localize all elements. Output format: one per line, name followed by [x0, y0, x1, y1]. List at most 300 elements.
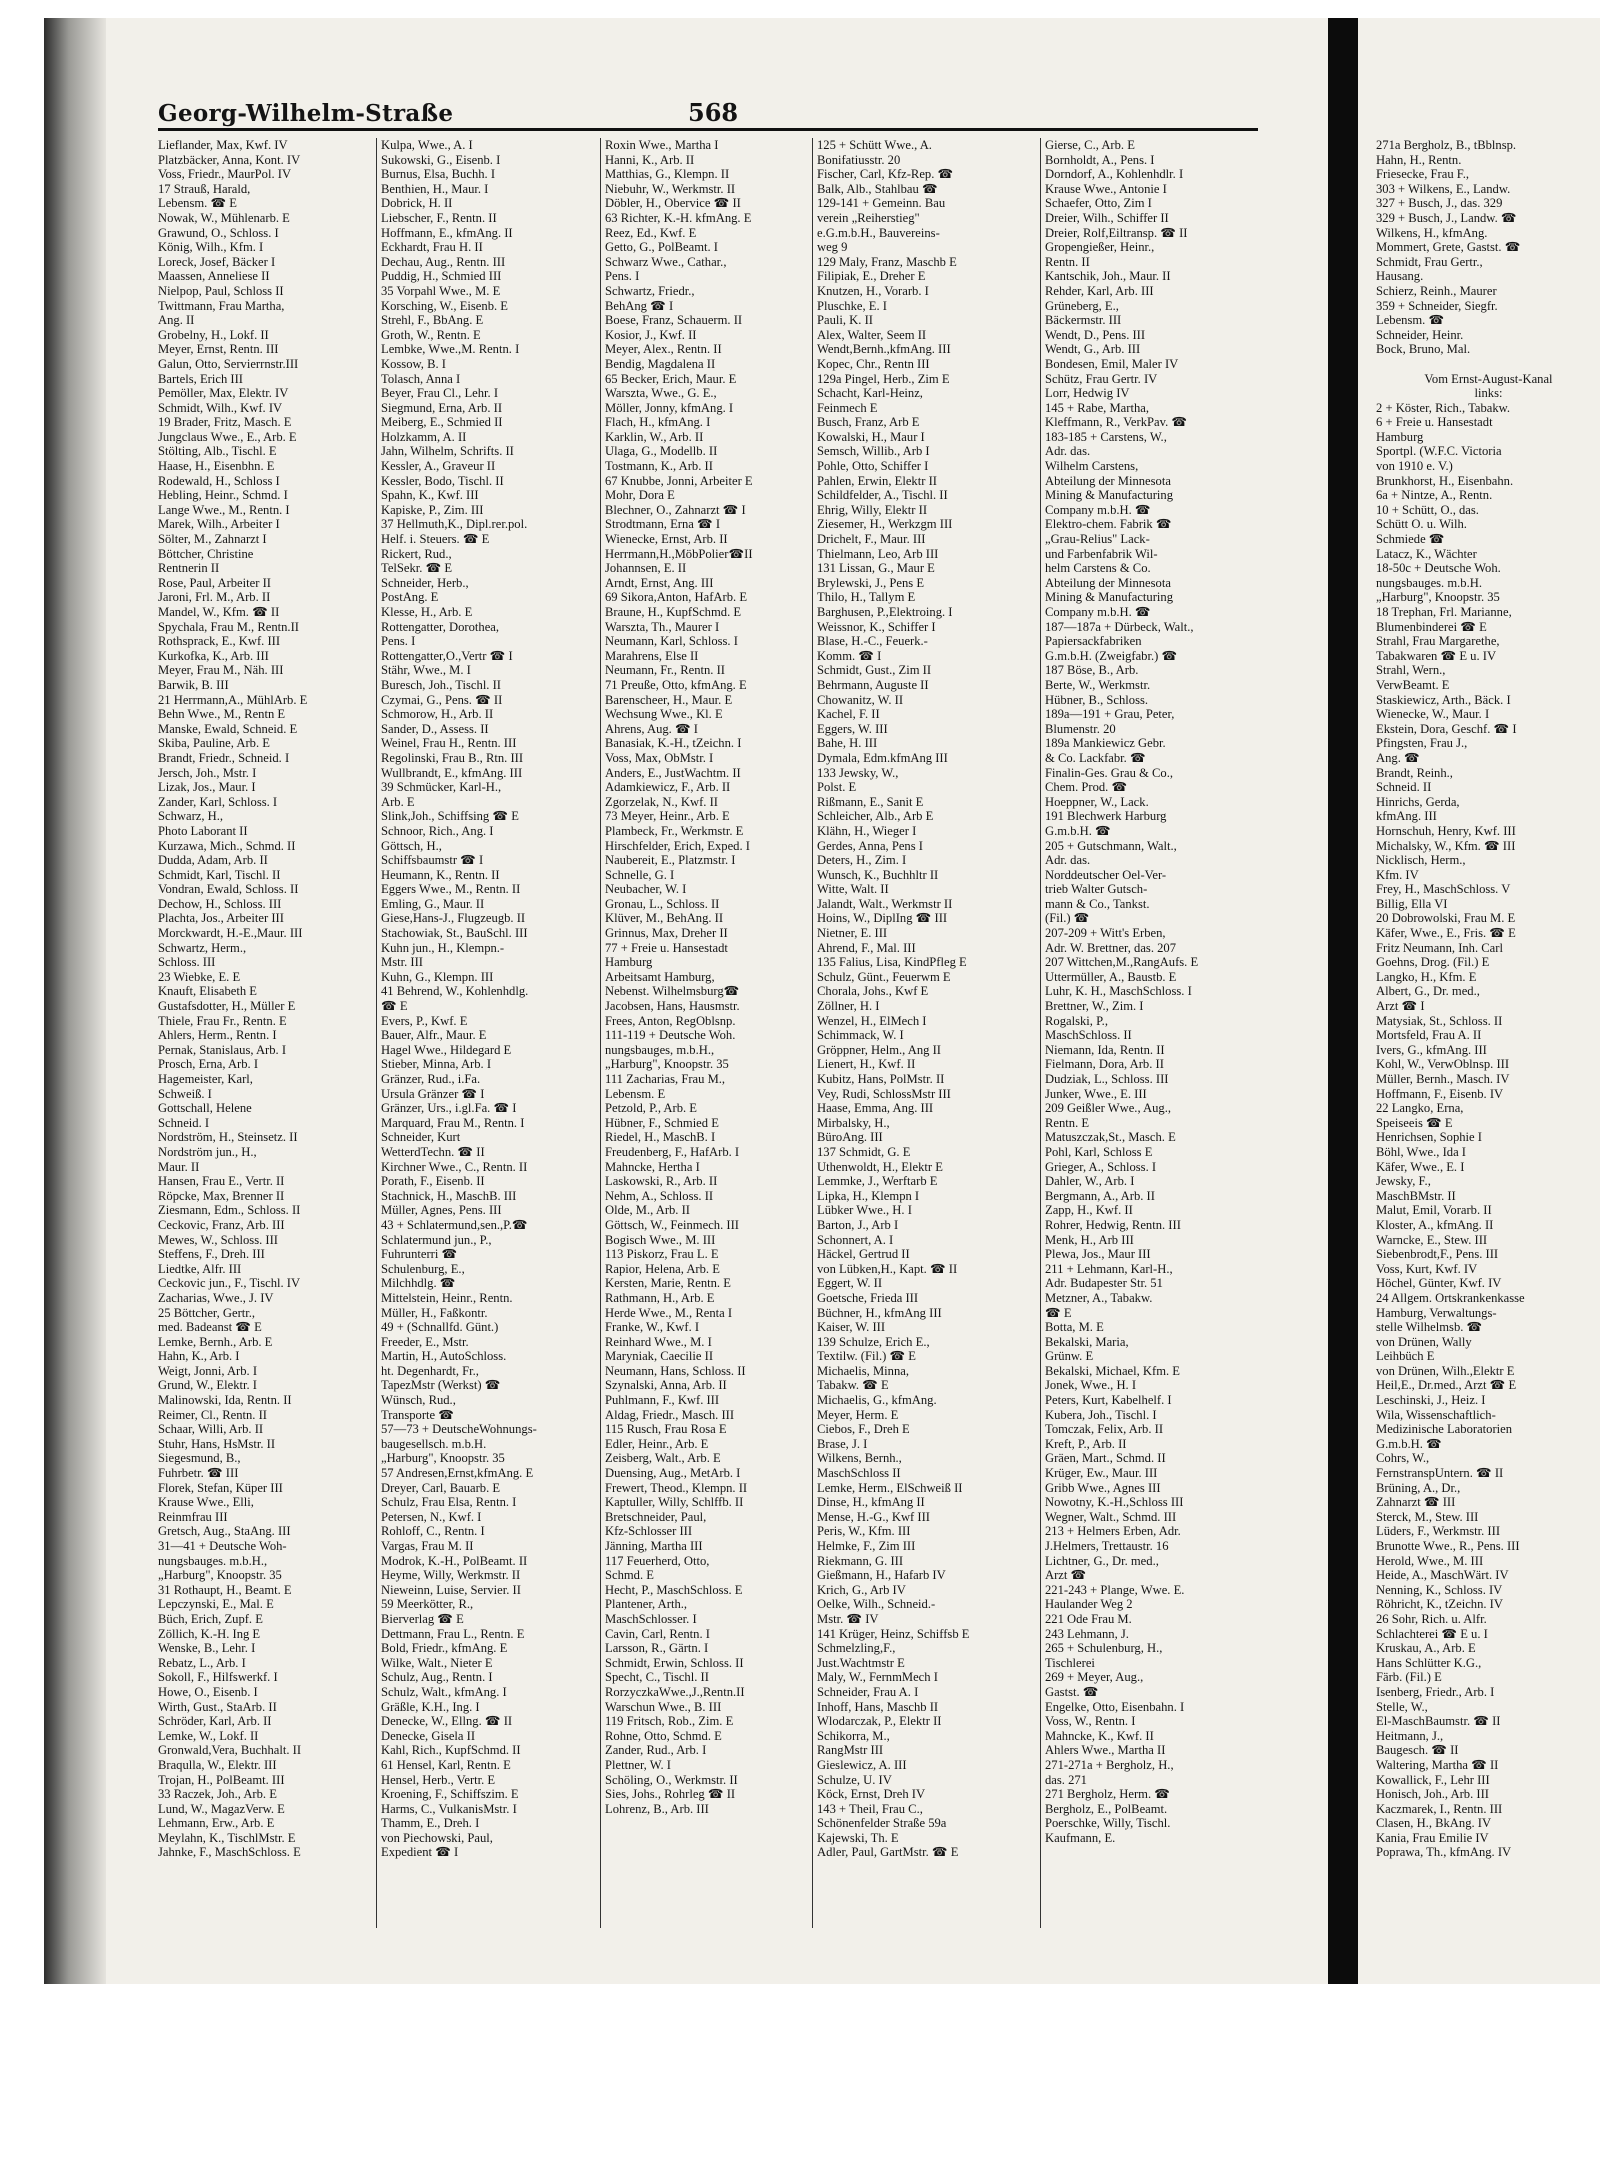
directory-entry: Twittmann, Frau Martha,	[158, 298, 285, 313]
directory-entry: Norddeutscher Oel-Ver-	[1045, 867, 1167, 882]
directory-entry: Brylewski, J., Pens E	[817, 575, 925, 590]
directory-entry: Uthenwoldt, H., Elektr E	[817, 1159, 943, 1174]
directory-entry: 207 Wittchen,M.,RangAufs. E	[1045, 955, 1199, 970]
directory-entry: Kantschik, Joh., Maur. II	[1045, 269, 1171, 284]
directory-entry: Röpcke, Max, Brenner II	[158, 1188, 285, 1203]
directory-entry: Ahrend, F., Mal. III	[817, 940, 916, 955]
directory-entry: Bondesen, Emil, Maler IV	[1045, 356, 1179, 371]
directory-entry: von Piechowski, Paul,	[381, 1830, 493, 1845]
directory-entry: Wilkens, Bernh.,	[817, 1451, 902, 1466]
directory-entry: Dymala, Edm.kfmAng III	[817, 750, 948, 765]
directory-entry: VerwBeamt. E	[1376, 677, 1450, 692]
directory-entry: Schacht, Karl-Heinz,	[817, 386, 923, 401]
directory-entry: Bergholz, E., PolBeamt.	[1045, 1801, 1168, 1816]
directory-entry: Lembke, Wwe.,M. Rentn. I	[381, 342, 520, 357]
directory-entry: Czymai, G., Pens. ☎ II	[381, 692, 503, 707]
directory-entry: Sander, D., Assess. II	[381, 721, 489, 736]
directory-entry: BüroAng. III	[817, 1130, 883, 1145]
directory-entry: Haase, H., Eisenbhn. E	[158, 459, 275, 474]
directory-entry: Denecke, Gisela II	[381, 1728, 476, 1743]
directory-entry: nungsbauges. m.b.H.,	[158, 1553, 268, 1568]
directory-entry: Kuhn jun., H., Klempn.-	[381, 940, 505, 955]
directory-entry: Gröppner, Helm., Ang II	[817, 1042, 942, 1057]
directory-entry: Pauli, K. II	[817, 313, 873, 328]
directory-entry: 129 Maly, Franz, Maschb E	[817, 254, 957, 269]
directory-entry: Hinrichs, Gerda,	[1376, 794, 1460, 809]
directory-entry: Göttsch, W., Feinmech. III	[605, 1217, 739, 1232]
directory-entry: Schiffsbaumstr ☎ I	[381, 853, 484, 868]
directory-entry: 265 + Schulenburg, H.,	[1045, 1641, 1163, 1656]
directory-entry: Strehl, F., BbAng. E	[381, 313, 484, 328]
directory-entry: Edler, Heinr., Arb. E	[605, 1436, 709, 1451]
directory-entry: Kurkofka, K., Arb. III	[158, 648, 269, 663]
directory-entry: Hübner, B., Schloss.	[1045, 692, 1149, 707]
directory-entry: Expedient ☎ I	[381, 1845, 459, 1860]
directory-entry: 131 Lissan, G., Maur E	[817, 561, 935, 576]
directory-entry: Schröder, Karl, Arb. II	[158, 1714, 272, 1729]
directory-entry: Adler, Paul, GartMstr. ☎ E	[817, 1845, 959, 1860]
directory-entry: Gastst. ☎	[1045, 1684, 1099, 1699]
directory-entry: Lizak, Jos., Maur. I	[158, 780, 256, 795]
directory-entry: Thielmann, Leo, Arb III	[817, 546, 939, 561]
directory-entry: Mahncke, K., Kwf. II	[1045, 1728, 1154, 1743]
directory-entry: Tischlerei	[1045, 1655, 1095, 1670]
directory-entry: Latacz, K., Wächter	[1376, 546, 1477, 561]
directory-entry: Modrok, K.-H., PolBeamt. II	[381, 1553, 528, 1568]
directory-entry: Schneider, Kurt	[381, 1130, 461, 1145]
directory-entry: Weinel, Frau H., Rentn. III	[381, 736, 517, 751]
directory-entry: Lorr, Hedwig IV	[1045, 386, 1130, 401]
directory-entry: Zeisberg, Walt., Arb. E	[605, 1451, 721, 1466]
directory-entry: von 1910 e. V.)	[1376, 459, 1453, 474]
directory-entry: Adr. das.	[1045, 444, 1091, 459]
directory-entry: MaschSchlosser. I	[605, 1611, 697, 1626]
directory-entry: Hirschfelder, Erich, Exped. I	[605, 838, 750, 853]
directory-entry: Rißmann, E., Sanit E	[817, 794, 924, 809]
directory-entry: Arbeitsamt Hamburg,	[605, 969, 715, 984]
directory-entry: Bierverlag ☎ E	[381, 1611, 464, 1626]
directory-entry: Nenning, K., Schloss. IV	[1376, 1582, 1503, 1597]
directory-entry: Nowotny, K.-H.,Schloss III	[1045, 1495, 1184, 1510]
directory-entry: Jahnke, F., MaschSchloss. E	[158, 1845, 301, 1860]
directory-entry: 18-50c + Deutsche Woh.	[1376, 561, 1501, 576]
directory-entry: Elektro-chem. Fabrik ☎	[1045, 517, 1172, 532]
directory-entry: Bonifatiusstr. 20	[817, 152, 901, 167]
directory-entry: 139 Schulze, Erich E.,	[817, 1334, 930, 1349]
directory-entry: Malinowski, Ida, Rentn. II	[158, 1393, 292, 1408]
directory-entry: Haulander Weg 2	[1045, 1597, 1133, 1612]
directory-entry: Morckwardt, H.-E.,Maur. III	[158, 926, 303, 941]
directory-entry: Bretschneider, Paul,	[605, 1509, 707, 1524]
directory-entry: Rathmann, H., Arb. E	[605, 1290, 715, 1305]
directory-entry: MaschSchloss II	[817, 1466, 901, 1481]
directory-entry: Adr. W. Brettner, das. 207	[1045, 940, 1177, 955]
directory-entry: Schneid. II	[1376, 780, 1432, 795]
directory-entry: Dettmann, Frau L., Rentn. E	[381, 1626, 525, 1641]
directory-entry: Nordström jun., H.,	[158, 1144, 257, 1159]
directory-entry: Riedel, H., MaschB. I	[605, 1130, 716, 1145]
directory-entry: MaschSchloss. II	[1045, 1028, 1132, 1043]
directory-entry: Stölting, Alb., Tischl. E	[158, 444, 277, 459]
directory-entry: Albert, G., Dr. med.,	[1376, 984, 1480, 999]
directory-entry: König, Wilh., Kfm. I	[158, 240, 264, 255]
directory-entry: Eggert, W. II	[817, 1276, 883, 1291]
directory-entry: Arndt, Ernst, Ang. III	[605, 575, 714, 590]
directory-entry: Brandt, Friedr., Schneid. I	[158, 750, 290, 765]
directory-entry: Warncke, E., Stew. III	[1376, 1232, 1488, 1247]
directory-entry: Gropengießer, Heinr.,	[1045, 240, 1155, 255]
directory-entry: Schulz, Aug., Rentn. I	[381, 1670, 493, 1685]
directory-entry: 43 + Schlatermund,sen.,P.☎	[381, 1217, 528, 1232]
directory-entry: Wendt, G., Arb. III	[1045, 342, 1141, 357]
directory-entry: Fritz Neumann, Inh. Carl	[1376, 940, 1503, 955]
directory-entry: Brunotte Wwe., R., Pens. III	[1376, 1539, 1520, 1553]
directory-entry: J.Helmers, Trettaustr. 16	[1045, 1539, 1169, 1553]
directory-entry: Müller, H., Faßkontr.	[381, 1305, 488, 1320]
directory-entry: Lebensm. E	[605, 1086, 666, 1101]
directory-entry: Meiberg, E., Schmied II	[381, 415, 503, 430]
directory-entry: 111 Zacharias, Frau M.,	[605, 1072, 726, 1086]
directory-entry: Slink,Joh., Schiffsing ☎ E	[381, 809, 519, 824]
directory-entry: Frees, Anton, RegOblsnp.	[605, 1013, 736, 1028]
directory-entry: Reez, Ed., Kwf. E	[605, 225, 697, 240]
directory-entry: Jahn, Wilhelm, Schrifts. II	[381, 444, 514, 459]
directory-entry: Specht, C., Tischl. II	[605, 1670, 709, 1685]
directory-entry: 117 Feuerherd, Otto,	[605, 1553, 710, 1568]
directory-entry: Knutzen, H., Vorarb. I	[817, 283, 929, 298]
directory-entry: Schulze, U. IV	[817, 1772, 892, 1787]
directory-entry: Schulz, Frau Elsa, Rentn. I	[381, 1495, 517, 1510]
directory-entry: Ahrens, Aug. ☎ I	[605, 721, 698, 736]
directory-entry: Büchner, H., kfmAng III	[817, 1305, 942, 1320]
directory-entry: Bauer, Alfr., Maur. E	[381, 1028, 487, 1043]
directory-entry: Dobrick, H. II	[381, 196, 453, 211]
directory-entry: 329 + Busch, J., Landw. ☎	[1376, 210, 1517, 225]
directory-entry: Petersen, N., Kwf. I	[381, 1509, 482, 1524]
directory-entry: Heumann, K., Rentn. II	[381, 867, 500, 882]
directory-entry: Frewert, Theod., Klempn. II	[605, 1480, 748, 1495]
directory-column-2	[381, 138, 601, 1860]
directory-entry: Krause Wwe., Antonie I	[1045, 181, 1167, 196]
directory-entry: Vondran, Ewald, Schloss. II	[158, 882, 299, 897]
directory-entry: Schmidt, Erwin, Schloss. II	[605, 1655, 744, 1670]
directory-entry: Milchhdlg. ☎	[381, 1276, 456, 1291]
directory-entry: Puhlmann, F., Kwf. III	[605, 1393, 720, 1408]
directory-entry: Lienert, H., Kwf. II	[817, 1057, 916, 1072]
directory-entry: Medizinische Laboratorien	[1376, 1422, 1513, 1437]
directory-entry: Larsson, R., Gärtn. I	[605, 1641, 709, 1656]
directory-entry: Inhoff, Hans, Maschb II	[817, 1699, 939, 1714]
directory-entry: Mortsfeld, Frau A. II	[1376, 1028, 1482, 1043]
directory-entry: Isenberg, Friedr., Arb. I	[1376, 1684, 1495, 1699]
directory-entry: e.G.m.b.H., Bauvereins-	[817, 225, 940, 240]
directory-column-3	[605, 138, 825, 1816]
directory-entry: Leihbüch E	[1376, 1349, 1435, 1364]
directory-entry: Stachnick, H., MaschB. III	[381, 1188, 517, 1203]
directory-entry: Ehrig, Willy, Elektr II	[817, 502, 928, 517]
directory-entry: Jacobsen, Hans, Hausmstr.	[605, 999, 740, 1014]
directory-entry: Staskiewicz, Arth., Bäck. I	[1376, 692, 1511, 707]
directory-entry: Roxin Wwe., Martha I	[605, 138, 719, 152]
directory-entry: Hoffmann, E., kfmAng. II	[381, 225, 513, 240]
directory-entry: Ang. II	[158, 313, 195, 328]
directory-entry: Beyer, Frau Cl., Lehr. I	[381, 386, 499, 401]
directory-entry: Reimer, Cl., Rentn. II	[158, 1407, 267, 1422]
directory-entry: Ursula Gränzer ☎ I	[381, 1086, 485, 1101]
directory-entry: Zapp, H., Kwf. II	[1045, 1203, 1133, 1218]
directory-entry: Benthien, H., Maur. I	[381, 181, 489, 196]
directory-entry: Groth, W., Rentn. E	[381, 327, 481, 342]
directory-entry: Schmiede ☎	[1376, 532, 1445, 547]
directory-entry: Klesse, H., Arb. E	[381, 605, 473, 619]
directory-entry: Schmidt, Gust., Zim II	[817, 663, 932, 678]
directory-entry: Barwik, B. III	[158, 677, 229, 692]
directory-entry: Rottengatter, Dorothea,	[381, 619, 500, 634]
directory-entry: PostAng. E	[381, 590, 439, 605]
directory-entry: 61 Hensel, Karl, Rentn. E	[381, 1757, 511, 1772]
directory-entry: trieb Walter Gutsch-	[1045, 882, 1148, 897]
directory-entry: Neubacher, W. I	[605, 882, 687, 897]
directory-entry: Petzold, P., Arb. E	[605, 1101, 698, 1116]
directory-entry: 17 Strauß, Harald,	[158, 181, 251, 196]
directory-entry: Spahn, K., Kwf. III	[381, 488, 479, 503]
directory-entry: Kowalski, H., Maur I	[817, 429, 925, 444]
directory-entry: 221-243 + Plange, Wwe. E.	[1045, 1582, 1185, 1597]
directory-entry: Voss, Max, ObMstr. I	[605, 750, 714, 765]
directory-entry: 141 Krüger, Heinz, Schiffsb E	[817, 1626, 970, 1641]
directory-entry: Honisch, Joh., Arb. III	[1376, 1787, 1489, 1802]
directory-entry: 25 Böttcher, Gertr.,	[158, 1305, 256, 1320]
directory-entry: Vargas, Frau M. II	[381, 1539, 474, 1553]
directory-entry: Mewes, W., Schloss. III	[158, 1232, 278, 1247]
directory-entry: Brunkhorst, H., Eisenbahn.	[1376, 473, 1514, 488]
directory-column-6	[1376, 138, 1600, 1860]
directory-entry: Hoeppner, W., Lack.	[1045, 794, 1149, 809]
directory-entry: Nordström, H., Steinsetz. II	[158, 1130, 298, 1145]
directory-entry: Peris, W., Kfm. III	[817, 1524, 911, 1539]
directory-entry: Brase, J. I	[817, 1436, 868, 1451]
directory-entry: Gränzer, Urs., i.gl.Fa. ☎ I	[381, 1101, 517, 1116]
directory-entry: Nieweinn, Luise, Servier. II	[381, 1582, 521, 1597]
directory-entry: Zacharias, Wwe., J. IV	[158, 1290, 274, 1305]
directory-entry: Matysiak, St., Schloss. II	[1376, 1013, 1503, 1028]
directory-entry: Naubereit, E., Platzmstr. I	[605, 853, 736, 868]
directory-entry: Weigt, Jonni, Arb. I	[158, 1363, 258, 1378]
directory-entry: 271a Bergholz, B., tBblnsp.	[1376, 138, 1517, 152]
directory-entry: Tomczak, Felix, Arb. II	[1045, 1422, 1164, 1437]
directory-entry: Schikorra, M.,	[817, 1728, 890, 1743]
directory-entry: 21 Herrmann,A., MühlArb. E	[158, 692, 308, 707]
directory-entry: Schlachterei ☎ E u. I	[1376, 1626, 1488, 1641]
directory-entry: Hagel Wwe., Hildegard E	[381, 1042, 512, 1057]
directory-entry: Arzt ☎ I	[1376, 999, 1425, 1014]
directory-entry: Schaar, Willi, Arb. II	[158, 1422, 264, 1437]
directory-entry: Sölter, M., Zahnarzt I	[158, 532, 267, 547]
directory-entry: nungsbauges. m.b.H.	[1376, 575, 1482, 590]
directory-entry: 125 + Schütt Wwe., A.	[817, 138, 932, 152]
directory-entry: Krich, G., Arb IV	[817, 1582, 906, 1597]
directory-entry: Jungclaus Wwe., E., Arb. E	[158, 429, 297, 444]
directory-entry: Menk, H., Arb III	[1045, 1232, 1134, 1247]
directory-entry: Szynalski, Anna, Arb. II	[605, 1378, 727, 1393]
directory-entry: Haase, Emma, Ang. III	[817, 1101, 934, 1116]
directory-entry: Kaiser, W. III	[817, 1320, 886, 1335]
directory-entry: Botta, M. E	[1045, 1320, 1104, 1335]
directory-entry: Finalin-Ges. Grau & Co.,	[1045, 765, 1174, 780]
directory-entry: Brettner, W., Zim. I	[1045, 999, 1144, 1014]
directory-entry: helm Carstens & Co.	[1045, 561, 1151, 576]
directory-entry: G.m.b.H. ☎	[1376, 1436, 1442, 1451]
directory-entry: Nowak, W., Mühlenarb. E	[158, 210, 290, 225]
directory-entry: Gieslewicz, A. III	[817, 1757, 907, 1772]
directory-entry: Busch, Franz, Arb E	[817, 415, 920, 430]
directory-entry: Ulaga, G., Modellb. II	[605, 444, 718, 459]
directory-entry: Wenske, B., Lehr. I	[158, 1641, 256, 1656]
directory-entry: Papiersackfabriken	[1045, 634, 1142, 649]
directory-entry: MaschBMstr. II	[1376, 1188, 1456, 1203]
directory-entry: Rehder, Karl, Arb. III	[1045, 283, 1154, 298]
directory-entry: Lange Wwe., M., Rentn. I	[158, 502, 290, 517]
directory-entry: Strahl, Wern.,	[1376, 663, 1446, 678]
directory-entry: Dorndorf, A., Kohlenhdlr. I	[1045, 167, 1184, 182]
directory-entry: 115 Rusch, Frau Rosa E	[605, 1422, 727, 1437]
directory-entry: ☎ E	[381, 999, 408, 1014]
directory-entry: Cavin, Carl, Rentn. I	[605, 1626, 710, 1641]
directory-entry: Michalsky, W., Kfm. ☎ III	[1376, 838, 1516, 853]
directory-entry: Schmidt, Frau Gertr.,	[1376, 254, 1483, 269]
directory-entry: 26 Sohr, Rich. u. Alfr.	[1376, 1611, 1487, 1626]
directory-entry: Meyer, Herm. E	[817, 1407, 899, 1422]
directory-entry: 2 + Köster, Rich., Tabakw.	[1376, 400, 1511, 415]
directory-entry: Lieflander, Max, Kwf. IV	[158, 138, 288, 152]
directory-entry: Döbler, H., Obervice ☎ II	[605, 196, 741, 211]
directory-entry: Kohl, W., VerwOblnsp. III	[1376, 1057, 1510, 1072]
directory-entry: Rohloff, C., Rentn. I	[381, 1524, 485, 1539]
directory-entry: Junker, Wwe., E. III	[1045, 1086, 1147, 1101]
directory-entry: 211 + Lehmann, Karl-H.,	[1045, 1261, 1173, 1276]
directory-entry: Gränzer, Rud., i.Fa.	[381, 1072, 481, 1086]
directory-entry: Ziesmann, Edm., Schloss. II	[158, 1203, 301, 1218]
directory-entry: Aldag, Friedr., Masch. III	[605, 1407, 735, 1422]
directory-entry: Textilw. (Fil.) ☎ E	[817, 1349, 916, 1364]
directory-entry: Reinmfrau III	[158, 1509, 228, 1524]
directory-entry: Blase, H.-C., Feuerk.-	[817, 634, 928, 649]
directory-entry: Luhr, K. H., MaschSchloss. I	[1045, 984, 1192, 999]
directory-entry: Baugesch. ☎ II	[1376, 1743, 1459, 1758]
directory-entry: Höchel, Günter, Kwf. IV	[1376, 1276, 1502, 1291]
directory-entry: Pens. I	[381, 634, 416, 649]
directory-entry: Schütt O. u. Wilh.	[1376, 517, 1467, 532]
directory-entry: Grieger, A., Schloss. I	[1045, 1159, 1157, 1174]
directory-entry: Kaptuller, Willy, Schlffb. II	[605, 1495, 744, 1510]
directory-entry: Schneider, Frau A. I	[817, 1684, 919, 1699]
directory-entry: 19 Brader, Fritz, Masch. E	[158, 415, 292, 430]
column-divider	[1040, 138, 1041, 1928]
directory-entry: Bekalski, Maria,	[1045, 1334, 1129, 1349]
directory-entry: Meyer, Alex., Rentn. II	[605, 342, 722, 357]
directory-entry: Behn Wwe., M., Rentn E	[158, 707, 286, 722]
directory-entry: 73 Meyer, Heinr., Arb. E	[605, 809, 730, 824]
directory-entry: Schulz, Walt., kfmAng. I	[381, 1684, 507, 1699]
page-edge-shadow	[44, 18, 106, 1984]
directory-entry: Gräßle, K.H., Ing. I	[381, 1699, 480, 1714]
directory-entry: Rebatz, L., Arb. I	[158, 1655, 246, 1670]
directory-entry: Schlatermund jun., P.,	[381, 1232, 492, 1247]
directory-entry: Rentn. II	[1045, 254, 1090, 269]
directory-entry: Mining & Manufacturing	[1045, 488, 1174, 503]
directory-entry: 271 Bergholz, Herm. ☎	[1045, 1787, 1170, 1802]
directory-entry: Thiele, Frau Fr., Rentn. E	[158, 1013, 287, 1028]
directory-entry: Köck, Ernst, Dreh IV	[817, 1787, 926, 1802]
directory-entry: Kaczmarek, I., Rentn. III	[1376, 1801, 1503, 1816]
directory-entry: Dreyer, Carl, Bauarb. E	[381, 1480, 501, 1495]
directory-entry: Kapiske, P., Zim. III	[381, 502, 484, 517]
directory-entry: Dechow, H., Schloss. III	[158, 896, 282, 911]
directory-entry: „Harburg", Knoopstr. 35	[381, 1451, 505, 1466]
directory-entry: Puddig, H., Schmied III	[381, 269, 502, 284]
directory-entry: Schulz, Günt., Feuerwm E	[817, 969, 951, 984]
directory-entry: Poerschke, Willy, Tischl.	[1045, 1816, 1171, 1831]
directory-entry: Zander, Rud., Arb. I	[605, 1743, 707, 1758]
directory-entry: Kruskau, A., Arb. E	[1376, 1641, 1476, 1656]
directory-entry: Schloss. III	[158, 955, 216, 970]
directory-entry: Wilkens, H., kfmAng.	[1376, 225, 1488, 240]
directory-entry: „Grau-Relius" Lack-	[1045, 532, 1150, 547]
directory-entry: Schöling, O., Werkmstr. II	[605, 1772, 738, 1787]
directory-entry: 41 Behrend, W., Kohlenhdlg.	[381, 984, 529, 999]
directory-entry: 129-141 + Gemeinn. Bau	[817, 196, 946, 211]
directory-entry: Komm. ☎ I	[817, 648, 882, 663]
directory-entry: 69 Sikora,Anton, HafArb. E	[605, 590, 748, 605]
directory-entry: links:	[1474, 386, 1503, 401]
directory-entry: 71 Preuße, Otto, kfmAng. E	[605, 677, 747, 692]
directory-entry: Kopec, Chr., Rentn III	[817, 356, 930, 371]
directory-entry: Vom Ernst-August-Kanal	[1424, 371, 1553, 386]
directory-entry: Fischer, Carl, Kfz-Rep. ☎	[817, 167, 954, 182]
directory-entry: Dechau, Aug., Rentn. III	[381, 254, 506, 269]
directory-entry: Dahler, W., Arb. I	[1045, 1174, 1135, 1189]
directory-entry: Sportpl. (W.F.C. Victoria	[1376, 444, 1502, 459]
directory-entry: Röhricht, K., tZeichn. IV	[1376, 1597, 1503, 1612]
directory-entry: Böhl, Wwe., Ida I	[1376, 1144, 1467, 1159]
directory-entry: 18 Trephan, Frl. Marianne,	[1376, 605, 1512, 619]
directory-entry: Barenscheer, H., Maur. E	[605, 692, 733, 707]
directory-entry: Wegner, Walt., Schmd. III	[1045, 1509, 1177, 1524]
directory-entry: Karklin, W., Arb. II	[605, 429, 704, 444]
directory-entry: Malut, Emil, Vorarb. II	[1376, 1203, 1492, 1218]
directory-entry: 22 Langko, Erna,	[1376, 1101, 1464, 1116]
header-rule	[158, 128, 1258, 131]
directory-entry: Frey, H., MaschSchloss. V	[1376, 882, 1511, 897]
directory-entry: Fielmann, Dora, Arb. II	[1045, 1057, 1164, 1072]
directory-entry: Lemke, Bernh., Arb. E	[158, 1334, 273, 1349]
directory-entry: Langko, H., Kfm. E	[1376, 969, 1477, 984]
directory-entry: 205 + Gutschmann, Walt.,	[1045, 838, 1177, 853]
directory-entry: Mommert, Grete, Gastst. ☎	[1376, 240, 1521, 255]
directory-entry: TapezMstr (Werkst) ☎	[381, 1378, 501, 1393]
directory-entry: Kosior, J., Kwf. II	[605, 327, 697, 342]
directory-entry: Böttcher, Christine	[158, 546, 254, 561]
directory-entry: 327 + Busch, J., das. 329	[1376, 196, 1503, 211]
directory-entry: Laskowski, R., Arb. II	[605, 1174, 718, 1189]
directory-entry: 209 Geißler Wwe., Aug.,	[1045, 1101, 1172, 1116]
directory-entry: Lemmke, J., Werftarb E	[817, 1174, 938, 1189]
directory-entry: Krause Wwe., Elli,	[158, 1495, 254, 1510]
directory-entry: und Farbenfabrik Wil-	[1045, 546, 1158, 561]
directory-entry: 207-209 + Witt's Erben,	[1045, 926, 1166, 941]
directory-entry: Wienecke, W., Maur. I	[1376, 707, 1490, 722]
directory-entry: Kuhn, G., Klempn. III	[381, 969, 494, 984]
